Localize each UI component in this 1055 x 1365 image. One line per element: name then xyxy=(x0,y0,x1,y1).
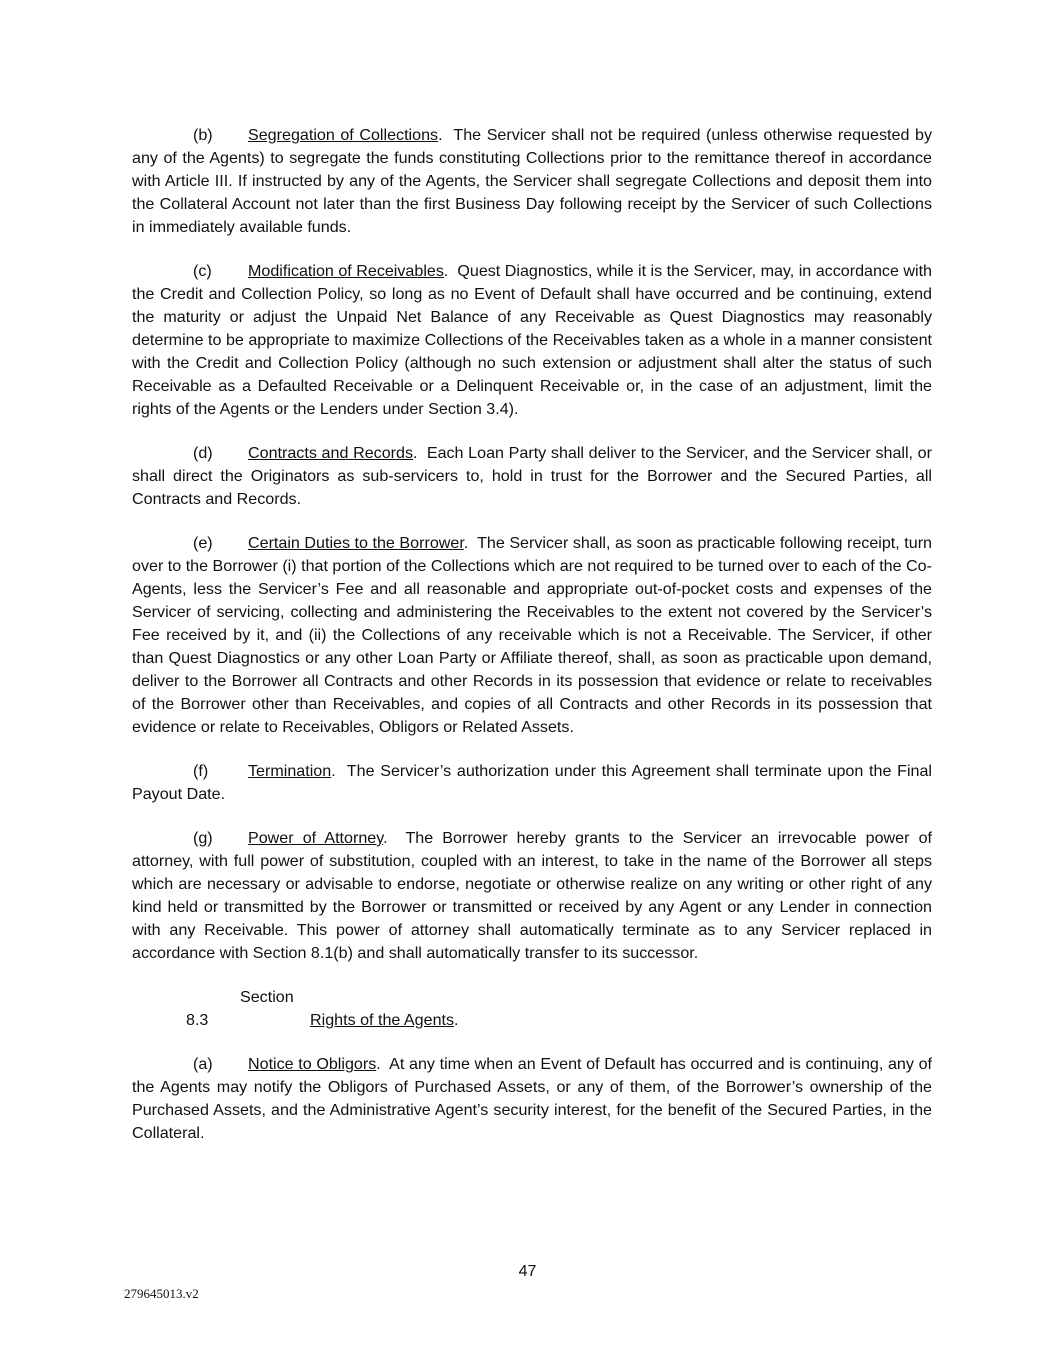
paragraph-label: (b) xyxy=(193,126,213,144)
paragraph-text: The Servicer shall not be required (unless otherwise requested by any of the Agents) to segregate the funds constituting Collections prior to the remittance thereof in accordance with Article III. If instructed by any of the Agents, the Servicer shall segregate Collections and deposit them into the Collateral Account not later than the first Business Day following receipt by the Servicer of such Collections in immediately available funds. xyxy=(132,126,932,236)
paragraph-label: (g) xyxy=(193,829,213,847)
paragraph-text: Each Loan Party shall deliver to the Servicer, and the Servicer shall, or shall direct the Originators as sub-servicers to, hold in trust for the Borrower and the Secured Parties, all Contracts and Records. xyxy=(132,444,932,508)
paragraph-label: (f) xyxy=(193,762,209,780)
paragraph-g: (g) Power of Attorney. The Borrower hereby grants to the Servicer an irrevocable power of attorney, with full power of substitution, coupled with an interest, to take in the name of the Borrower all steps which are necessary or advisable to endorse, negotiate or otherwise realize on any writing or other right of any kind held or transmitted by the Borrower or transmitted or received by any Agent or any Lender in connection with any Receivable. This power of attorney shall automatically terminate as to any Servicer replaced in accordance with Section 8.1(b) and shall automatically transfer to its successor. xyxy=(132,829,932,962)
paragraph-heading: Notice to Obligors xyxy=(248,1055,377,1073)
paragraph-heading: Segregation of Collections xyxy=(248,126,439,144)
paragraph-c: (c) Modification of Receivables. Quest Diagnostics, while it is the Servicer, may, in accordance with the Credit and Collection Policy, so long as no Event of Default shall have occurred and be continuing, extend the maturity or adjust the Unpaid Net Balance of any Receivable as Quest Diagnostics may reasonably determine to be appropriate to maximize Collections of the Receivables taken as a whole in a manner consistent with the Credit and Collection Policy (although no such extension or adjustment shall alter the status of such Receivable as a Defaulted Receivable or a Delinquent Receivable or, in the case of an adjustment, limit the rights of the Agents or the Lenders under Section 3.4). xyxy=(132,262,933,418)
section-title: Rights of the Agents xyxy=(310,1011,455,1029)
section-heading xyxy=(132,986,932,1032)
page-number: 47 xyxy=(518,1263,537,1280)
paragraph-e: (e) Certain Duties to the Borrower. The Servicer shall, as soon as practicable following receipt, turn over to the Borrower (i) that portion of the Collections which are not required to be turned over to each of the Co-Agents, less the Servicer’s Fee and all reasonable and appropriate out-of-pocket costs and expenses of the Servicer of servicing, collecting and administering the Receivables to the extent not covered by the Servicer’s Fee received by it, and (ii) the Collections of any receivable which is not a Receivable. The Servicer, if other than Quest Diagnostics or any other Loan Party or Affiliate thereof, shall, as soon as practicable upon demand, deliver to the Borrower all Contracts and other Records in its possession that evidence or relate to receivables of the Borrower other than Receivables, and copies of all Contracts and other Records in its possession that evidence or relate to Receivables, Obligors or Related Assets. xyxy=(132,534,933,736)
paragraph-heading: Certain Duties to the Borrower xyxy=(248,534,464,552)
paragraph-text: At any time when an Event of Default has occurred and is continuing, any of the Agents may notify the Obligors of Purchased Assets, or any of them, of the Borrower’s ownership of the Purchased Assets, and the Administrative Agent’s security interest, for the benefit of the Secured Parties, in the Collateral. xyxy=(132,1055,932,1142)
section-number: Section 8.3 xyxy=(186,988,294,1029)
paragraph-text: The Servicer’s authorization under this Agreement shall terminate upon the Final Payout Date. xyxy=(132,762,933,803)
paragraph-label: (a) xyxy=(193,1055,213,1073)
paragraph-heading: Termination xyxy=(248,762,332,780)
paragraph-text: The Borrower hereby grants to the Servicer an irrevocable power of attorney, with full power of substitution, coupled with an interest, to take in the name of the Borrower all steps which are necessary or advisable to endorse, negotiate or otherwise realize on any writing or other right of any kind held or transmitted by the Borrower or transmitted or received by any Agent or any Lender in connection with any Receivable. This power of attorney shall automatically terminate as to any Servicer replaced in accordance with Section 8.1(b) and shall automatically transfer to its successor. xyxy=(132,829,932,962)
paragraph-f: (f) Termination. The Servicer’s authorization under this Agreement shall terminate upon the Final Payout Date. xyxy=(132,762,933,803)
paragraph-heading: Contracts and Records xyxy=(248,444,413,462)
paragraph-label: (d) xyxy=(193,444,213,462)
paragraph-label: (c) xyxy=(193,262,212,280)
paragraph-a: (a) Notice to Obligors. At any time when an Event of Default has occurred and is continuing, any of the Agents may notify the Obligors of Purchased Assets, or any of them, of the Borrower’s ownership of the Purchased Assets, and the Administrative Agent’s security interest, for the benefit of the Secured Parties, in the Collateral. xyxy=(132,1055,932,1142)
paragraph-text: Quest Diagnostics, while it is the Servicer, may, in accordance with the Credit and Collection Policy, so long as no Event of Default shall have occurred and be continuing, extend the maturity or adjust the Unpaid Net Balance of any Receivable as Quest Diagnostics may reasonably determine to be appropriate to maximize Collections of the Receivables taken as a whole in a manner consistent with the Credit and Collection Policy (although no such extension or adjustment shall alter the status of such Receivable as a Defaulted Receivable or a Delinquent Receivable or, in the case of an adjustment, limit the rights of the Agents or the Lenders under Section 3.4). xyxy=(132,262,933,418)
document-body xyxy=(132,124,932,1145)
paragraph-heading: Power of Attorney xyxy=(248,829,384,847)
paragraph-d: (d) Contracts and Records. Each Loan Party shall deliver to the Servicer, and the Servicer shall, or shall direct the Originators as sub-servicers to, hold in trust for the Borrower and the Secured Parties, all Contracts and Records. xyxy=(132,444,932,508)
section-period: . xyxy=(454,1011,459,1029)
paragraph-heading: Modification of Receivables xyxy=(248,262,444,280)
paragraph-label: (e) xyxy=(193,534,213,552)
paragraph-text: The Servicer shall, as soon as practicable following receipt, turn over to the Borrower (i) that portion of the Collections which are not required to be turned over to each of the Co-Agents, less the Servicer’s Fee and all reasonable and appropriate out-of-pocket costs and expenses of the Servicer of servicing, collecting and administering the Receivables to the extent not covered by the Servicer’s Fee received by it, and (ii) the Collections of any receivable which is not a Receivable. The Servicer, if other than Quest Diagnostics or any other Loan Party or Affiliate thereof, shall, as soon as practicable upon demand, deliver to the Borrower all Contracts and other Records in its possession that evidence or relate to receivables of the Borrower other than Receivables, and copies of all Contracts and other Records in its possession that evidence or relate to Receivables, Obligors or Related Assets. xyxy=(132,534,933,736)
paragraph-b: (b) Segregation of Collections. The Servicer shall not be required (unless otherwise requested by any of the Agents) to segregate the funds constituting Collections prior to the remittance thereof in accordance with Article III. If instructed by any of the Agents, the Servicer shall segregate Collections and deposit them into the Collateral Account not later than the first Business Day following receipt by the Servicer of such Collections in immediately available funds. xyxy=(132,126,932,236)
document-id: 279645013.v2 xyxy=(124,1286,199,1301)
